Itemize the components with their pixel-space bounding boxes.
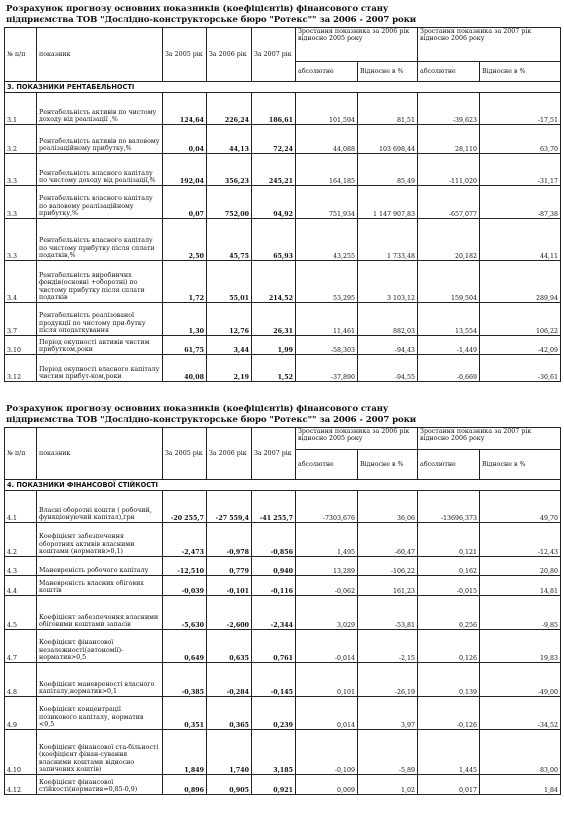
row-no: 4.2 <box>5 523 37 557</box>
row-no: 4.9 <box>5 697 37 730</box>
row-no: 4.4 <box>5 576 37 596</box>
row-no: 3.4 <box>5 261 37 303</box>
header-rel-2007: Відносне в % <box>480 62 561 82</box>
abs-2007: 20,182 <box>418 219 480 261</box>
header-2005: За 2005 рік <box>163 28 207 82</box>
value-2005: 2,50 <box>163 219 207 261</box>
rel-2007: 19,83 <box>480 630 561 663</box>
row-no: 3.10 <box>5 336 37 355</box>
value-2006: 226,24 <box>207 93 252 125</box>
row-indicator: Рентабельність власного капіталу по валовому реалізаційному прибутку,% <box>37 186 163 219</box>
header-abs-2006: абсолютне <box>296 62 358 82</box>
header-indicator: показник <box>37 428 163 480</box>
row-no: 3.12 <box>5 355 37 382</box>
value-2006: 45,75 <box>207 219 252 261</box>
header-rel-2006: Відносне в % <box>358 62 418 82</box>
abs-2006: 101,594 <box>296 93 358 125</box>
abs-2007: -13696,373 <box>418 491 480 523</box>
rel-2006: 161,23 <box>358 576 418 596</box>
rel-2007: -30,61 <box>480 355 561 382</box>
header-rel-2007: Відносне в % <box>480 450 561 480</box>
rel-2006: -94,55 <box>358 355 418 382</box>
abs-2007: -0,669 <box>418 355 480 382</box>
value-2007: 0,921 <box>252 775 296 795</box>
value-2006: -2,600 <box>207 596 252 630</box>
value-2005: -12,510 <box>163 557 207 576</box>
abs-2007: 159,504 <box>418 261 480 303</box>
value-2005: 61,75 <box>163 336 207 355</box>
table-row <box>5 596 561 630</box>
abs-2006: 0,009 <box>296 775 358 795</box>
row-indicator: Маневреність робочого капіталу <box>37 557 163 576</box>
value-2006: 44,13 <box>207 125 252 154</box>
header-abs-2007: абсолютне <box>418 62 480 82</box>
section-title: 4. ПОКАЗНИКИ ФІНАНСОВОЇ СТІЙКОСТІ <box>5 480 561 491</box>
table-row <box>5 576 561 596</box>
rel-2007: -31,17 <box>480 154 561 186</box>
row-indicator: Коефіцієнт фінансової ста-більності (коефіцієнт фінан-сування власними коштами відносно запичених коштів) <box>37 730 163 775</box>
header-rel-2006: Відносне в % <box>358 450 418 480</box>
table-row <box>5 355 561 382</box>
rel-2006: -26,19 <box>358 663 418 697</box>
abs-2006: 13,289 <box>296 557 358 576</box>
header-2006: За 2006 рік <box>207 428 252 480</box>
abs-2006: 43,255 <box>296 219 358 261</box>
row-no: 3.3 <box>5 186 37 219</box>
value-2007: 186,61 <box>252 93 296 125</box>
value-2006: 12,76 <box>207 303 252 336</box>
value-2007: -0,145 <box>252 663 296 697</box>
row-no: 4.5 <box>5 596 37 630</box>
value-2006: -0,101 <box>207 576 252 596</box>
value-2005: 124,64 <box>163 93 207 125</box>
abs-2007: 0,139 <box>418 663 480 697</box>
header-indicator: показник <box>37 28 163 82</box>
rel-2006: 1,02 <box>358 775 418 795</box>
header-2005: За 2005 рік <box>163 428 207 480</box>
abs-2007: -0,015 <box>418 576 480 596</box>
rel-2006: 1 733,48 <box>358 219 418 261</box>
rel-2006: 36,06 <box>358 491 418 523</box>
row-indicator: Рентабельність реалізованої продукції по чистому при-бутку після оподаткування <box>37 303 163 336</box>
value-2007: 214,52 <box>252 261 296 303</box>
rel-2006: 1 147 907,83 <box>358 186 418 219</box>
row-indicator: Період окупності активів чистим прибутком,роки <box>37 336 163 355</box>
rel-2007: 106,22 <box>480 303 561 336</box>
row-no: 4.10 <box>5 730 37 775</box>
table-row <box>5 93 561 125</box>
value-2007: -0,116 <box>252 576 296 596</box>
header-no: № п/п <box>5 28 37 82</box>
abs-2007: 0,017 <box>418 775 480 795</box>
value-2005: -5,630 <box>163 596 207 630</box>
value-2006: 0,905 <box>207 775 252 795</box>
rel-2006: -60,47 <box>358 523 418 557</box>
table-row <box>5 557 561 576</box>
value-2006: 752,00 <box>207 186 252 219</box>
abs-2006: -37,890 <box>296 355 358 382</box>
abs-2007: -1,449 <box>418 336 480 355</box>
row-no: 4.3 <box>5 557 37 576</box>
rel-2007: 44,11 <box>480 219 561 261</box>
abs-2006: 0,101 <box>296 663 358 697</box>
rel-2006: -94,43 <box>358 336 418 355</box>
value-2005: 0,351 <box>163 697 207 730</box>
value-2007: 1,99 <box>252 336 296 355</box>
abs-2006: 1,495 <box>296 523 358 557</box>
row-indicator: Коефіцієнт забезпечення оборотних активів власними коштами (норматив>0,1) <box>37 523 163 557</box>
header-growth-2006: Зростання показника за 2006 рік відносно 2005 року <box>296 28 418 62</box>
header-growth-2007: Зростання показника за 2007 рік відносно 2006 року <box>418 428 561 450</box>
row-no: 3.3 <box>5 154 37 186</box>
value-2007: 0,940 <box>252 557 296 576</box>
table1-title-line1: Розрахунок прогнозу основних показників (коефіцієнтів) фінансового стану <box>6 4 389 14</box>
abs-2006: 751,934 <box>296 186 358 219</box>
row-no: 4.12 <box>5 775 37 795</box>
rel-2007: 63,70 <box>480 125 561 154</box>
row-indicator: Рентабельність власного капіталу по чистому доходу від реалізації,% <box>37 154 163 186</box>
row-indicator: Коефіцієнт маневреності власного капіталу,норматив>0,1 <box>37 663 163 697</box>
value-2007: -2,344 <box>252 596 296 630</box>
value-2005: -20 255,7 <box>163 491 207 523</box>
value-2006: 2,19 <box>207 355 252 382</box>
value-2005: -0,039 <box>163 576 207 596</box>
abs-2006: 164,185 <box>296 154 358 186</box>
rel-2006: 3,97 <box>358 697 418 730</box>
rel-2007: -42,09 <box>480 336 561 355</box>
abs-2007: 0,126 <box>418 630 480 663</box>
rel-2006: 103 698,44 <box>358 125 418 154</box>
rel-2007: -34,52 <box>480 697 561 730</box>
row-no: 4.7 <box>5 630 37 663</box>
rel-2007: -12,43 <box>480 523 561 557</box>
table-row <box>5 523 561 557</box>
row-indicator: Власні оборотні кошти ( робочий, функціонуючий капітал),грн <box>37 491 163 523</box>
value-2006: 3,44 <box>207 336 252 355</box>
rel-2007: -87,38 <box>480 186 561 219</box>
table-row <box>5 630 561 663</box>
table-row <box>5 336 561 355</box>
rel-2006: -106,22 <box>358 557 418 576</box>
section-title: 3. ПОКАЗНИКИ РЕНТАБЕЛЬНОСТІ <box>5 82 561 93</box>
header-2006: За 2006 рік <box>207 28 252 82</box>
value-2007: -0,856 <box>252 523 296 557</box>
row-no: 3.3 <box>5 219 37 261</box>
table-row <box>5 730 561 775</box>
row-indicator: Коефіцієнт фінансової незалежності(автономії)-норматив>0,5 <box>37 630 163 663</box>
value-2005: 0,649 <box>163 630 207 663</box>
rel-2007: 83,00 <box>480 730 561 775</box>
value-2006: -0,978 <box>207 523 252 557</box>
value-2007: 72,24 <box>252 125 296 154</box>
rel-2006: 85,49 <box>358 154 418 186</box>
row-no: 4.1 <box>5 491 37 523</box>
table2-title-line1: Розрахунок прогнозу основних показників (коефіцієнтів) фінансового стану <box>6 404 389 414</box>
value-2007: 0,239 <box>252 697 296 730</box>
rel-2007: 14,81 <box>480 576 561 596</box>
row-indicator: Маневреність власних обігових коштів <box>37 576 163 596</box>
abs-2007: 1,445 <box>418 730 480 775</box>
abs-2007: 13,554 <box>418 303 480 336</box>
value-2005: 1,849 <box>163 730 207 775</box>
row-indicator: Рентабельність виробничих фондів(основні +оборотні) по чистому прибутку після сплати податків <box>37 261 163 303</box>
abs-2007: -39,623 <box>418 93 480 125</box>
abs-2006: 11,461 <box>296 303 358 336</box>
abs-2007: -657,077 <box>418 186 480 219</box>
value-2007: 65,93 <box>252 219 296 261</box>
header-growth-2006: Зростання показника за 2006 рік відносно 2005 року <box>296 428 418 450</box>
table2-title-line2: підприємства ТОВ "Дослідно-конструкторське бюро "Ротекс"" за 2006 - 2007 роки <box>6 415 417 425</box>
header-2007: За 2007 рік <box>252 428 296 480</box>
table-row <box>5 697 561 730</box>
value-2006: 0,779 <box>207 557 252 576</box>
value-2007: 1,52 <box>252 355 296 382</box>
table1 <box>4 27 561 382</box>
row-indicator: Рентабельність власного капіталу по чистому прибутку після сплати податків,% <box>37 219 163 261</box>
abs-2007: 0,121 <box>418 523 480 557</box>
abs-2006: -7303,676 <box>296 491 358 523</box>
abs-2007: 0,256 <box>418 596 480 630</box>
value-2006: -27 559,4 <box>207 491 252 523</box>
value-2007: 26,31 <box>252 303 296 336</box>
table-row <box>5 663 561 697</box>
row-indicator: Період окупності власного капіталу чистим прибут-ком,роки <box>37 355 163 382</box>
value-2005: 1,30 <box>163 303 207 336</box>
value-2006: 0,365 <box>207 697 252 730</box>
rel-2006: 882,03 <box>358 303 418 336</box>
abs-2007: -111,020 <box>418 154 480 186</box>
value-2005: 40,08 <box>163 355 207 382</box>
row-no: 3.1 <box>5 93 37 125</box>
value-2006: 0,635 <box>207 630 252 663</box>
rel-2007: -49,00 <box>480 663 561 697</box>
row-indicator: Рентабельність активів по валовому реалізаційному прибутку,% <box>37 125 163 154</box>
row-indicator: Рентабельність активів по чистому доходу від реалізації ,% <box>37 93 163 125</box>
abs-2007: 28,110 <box>418 125 480 154</box>
rel-2006: -5,89 <box>358 730 418 775</box>
row-indicator: Коефіцієнт концентрації позикового капіталу, норматив <0,5 <box>37 697 163 730</box>
header-2007: За 2007 рік <box>252 28 296 82</box>
rel-2007: -9,85 <box>480 596 561 630</box>
value-2005: 0,04 <box>163 125 207 154</box>
abs-2006: 44,088 <box>296 125 358 154</box>
value-2007: 0,761 <box>252 630 296 663</box>
value-2006: -0,284 <box>207 663 252 697</box>
value-2005: 192,04 <box>163 154 207 186</box>
table-row <box>5 186 561 219</box>
table-row <box>5 491 561 523</box>
value-2005: 1,72 <box>163 261 207 303</box>
abs-2006: 53,295 <box>296 261 358 303</box>
value-2007: 94,92 <box>252 186 296 219</box>
abs-2006: 3,029 <box>296 596 358 630</box>
rel-2006: 3 103,12 <box>358 261 418 303</box>
abs-2006: -0,014 <box>296 630 358 663</box>
table1-title-line2: підприємства ТОВ "Дослідно-конструкторське бюро "Ротекс"" за 2006 - 2007 роки <box>6 15 417 25</box>
value-2005: 0,896 <box>163 775 207 795</box>
rel-2007: 49,70 <box>480 491 561 523</box>
rel-2007: 1,84 <box>480 775 561 795</box>
header-abs-2006: абсолютне <box>296 450 358 480</box>
rel-2006: -53,81 <box>358 596 418 630</box>
rel-2006: 81,51 <box>358 93 418 125</box>
header-abs-2007: абсолютне <box>418 450 480 480</box>
row-indicator: Коефіцієнт фінансової стійкості(норматив=0,85-0,9) <box>37 775 163 795</box>
table-row <box>5 125 561 154</box>
value-2005: -2,473 <box>163 523 207 557</box>
row-no: 3.7 <box>5 303 37 336</box>
abs-2006: -0,109 <box>296 730 358 775</box>
rel-2007: 20,80 <box>480 557 561 576</box>
value-2006: 356,23 <box>207 154 252 186</box>
abs-2006: 0,014 <box>296 697 358 730</box>
row-no: 3.2 <box>5 125 37 154</box>
abs-2006: -0,062 <box>296 576 358 596</box>
value-2007: 3,185 <box>252 730 296 775</box>
value-2007: 245,21 <box>252 154 296 186</box>
abs-2007: 0,162 <box>418 557 480 576</box>
row-no: 4.8 <box>5 663 37 697</box>
header-no: № п/п <box>5 428 37 480</box>
table-row <box>5 303 561 336</box>
table-row <box>5 775 561 795</box>
value-2005: -0,385 <box>163 663 207 697</box>
rel-2006: -2,15 <box>358 630 418 663</box>
row-indicator: Коефіцієнт забезпечення власними обіговими коштами запасів <box>37 596 163 630</box>
header-growth-2007: Зростання показника за 2007 рік відносно 2006 року <box>418 28 561 62</box>
value-2006: 55,01 <box>207 261 252 303</box>
value-2007: -41 255,7 <box>252 491 296 523</box>
rel-2007: 289,94 <box>480 261 561 303</box>
value-2005: 0,07 <box>163 186 207 219</box>
table2 <box>4 427 561 795</box>
rel-2007: -17,51 <box>480 93 561 125</box>
value-2006: 1,740 <box>207 730 252 775</box>
abs-2006: -58,303 <box>296 336 358 355</box>
abs-2007: -0,126 <box>418 697 480 730</box>
table-row <box>5 219 561 261</box>
table-row <box>5 154 561 186</box>
table-row <box>5 261 561 303</box>
